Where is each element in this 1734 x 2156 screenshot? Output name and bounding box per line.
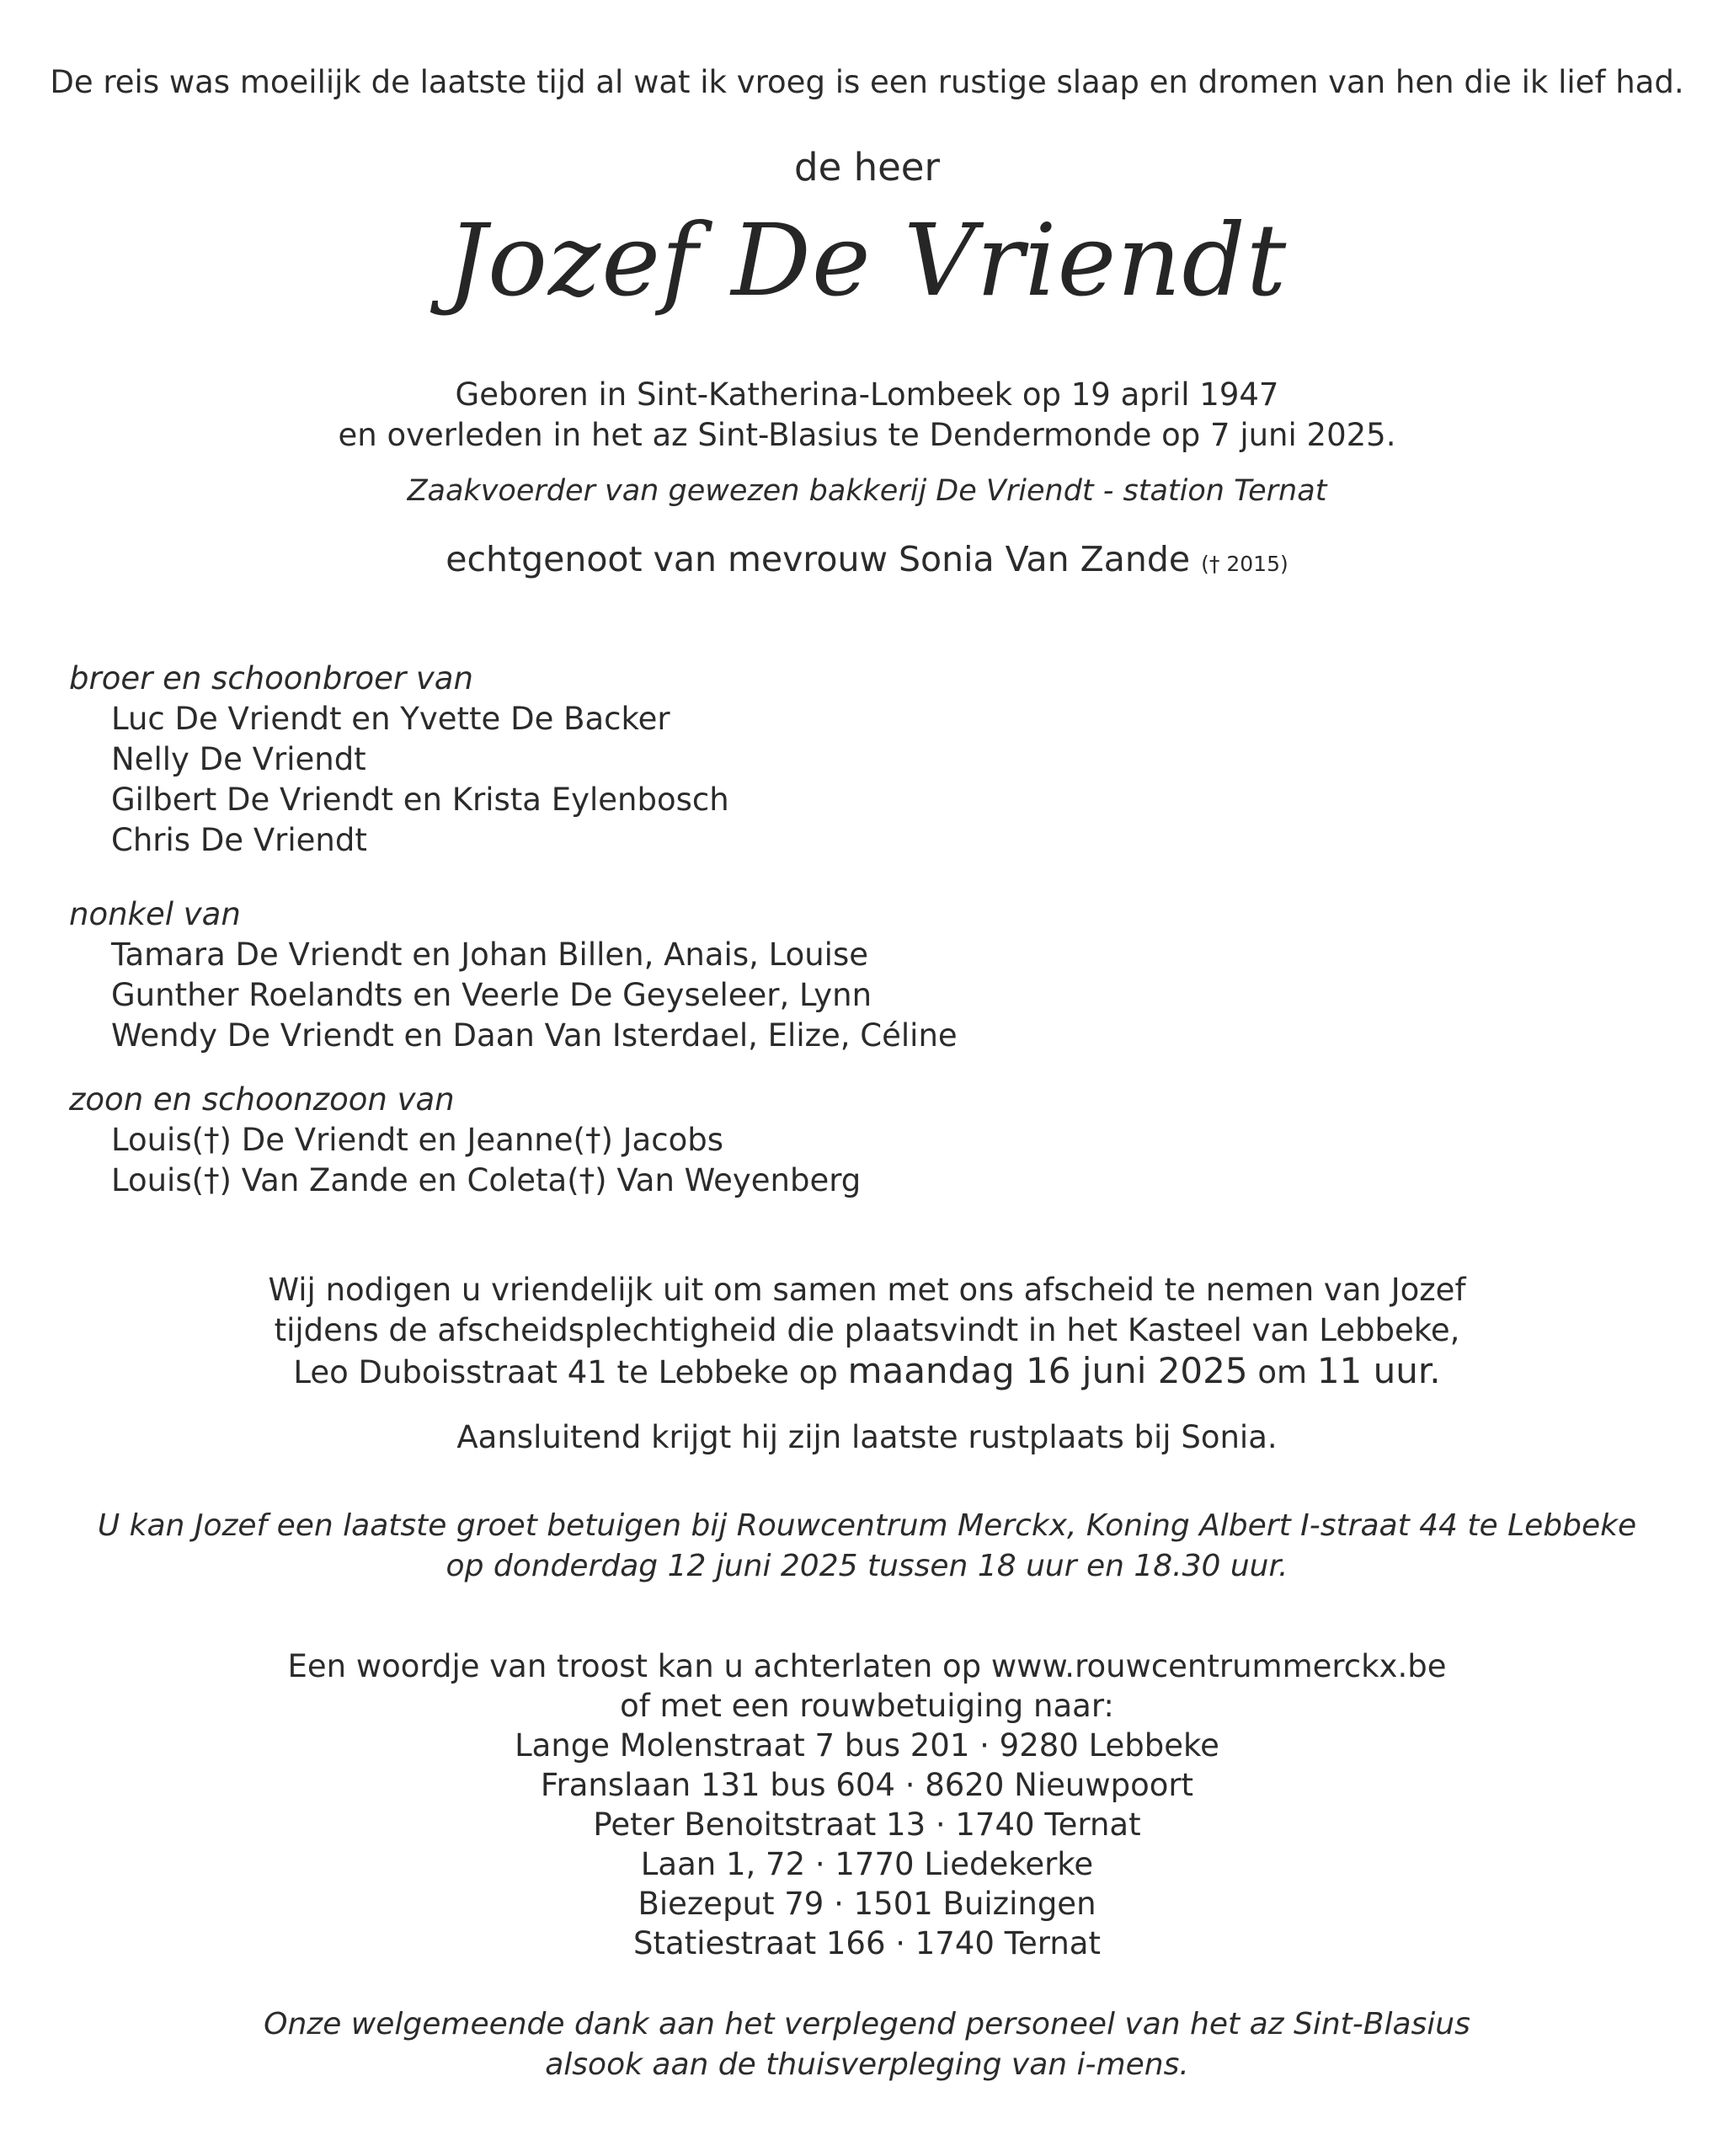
family-members [69,1120,861,1201]
occupation [0,474,1734,508]
title-prefix-text: de heer [794,145,940,189]
condolence-line-1: Een woordje van troost kan u achterlaten op www.rouwcentrummerckx.be [287,1648,1447,1684]
family-member: Wendy De Vriendt en Daan Van Isterdael, Elize, Céline [111,1017,958,1054]
condolence-address: Franslaan 131 bus 604 · 8620 Nieuwpoort [540,1767,1194,1803]
condolence-info [0,1646,1734,1963]
family-group-parents [69,1080,861,1201]
funeral-invitation [0,1270,1734,1393]
condolence-address: Statiestraat 166 · 1740 Ternat [633,1925,1101,1961]
condolence-address: Laan 1, 72 · 1770 Liedekerke [640,1846,1094,1882]
family-members [69,935,958,1056]
motto-text: De reis was moeilijk de laatste tijd al wat ik vroeg is een rustige slaap en dromen van hen die ik lief had. [50,64,1684,100]
deceased-name [0,202,1734,318]
spouse-note: († 2015) [1201,552,1288,576]
family-member: Nelly De Vriendt [111,741,366,777]
family-group-siblings [69,659,729,861]
thanks-line-1: Onze welgemeende dank aan het verplegend personeel van het az Sint-Blasius [264,2007,1470,2041]
family-members [69,699,729,861]
thanks-line-2: alsook aan de thuisverpleging van i-mens. [545,2047,1189,2082]
invitation-om: om [1257,1354,1308,1390]
family-member: Luc De Vriendt en Yvette De Backer [111,701,670,737]
spouse-line [0,539,1734,579]
motto [0,64,1734,100]
family-member: Chris De Vriendt [111,822,367,858]
family-heading: nonkel van [69,896,241,932]
funeral-time: 11 uur. [1316,1350,1441,1391]
visitation-info [0,1506,1734,1587]
thanks-note [0,2004,1734,2085]
visitation-line-2: op donderdag 12 juni 2025 tussen 18 uur en 18.30 uur. [446,1549,1288,1583]
family-member: Louis(†) Van Zande en Coleta(†) Van Weyenberg [111,1162,862,1198]
family-group-nieces-nephews [69,894,958,1056]
deceased-name-text: Jozef De Vriendt [446,202,1288,318]
visitation-line-1: U kan Jozef een laatste groet betuigen bij Rouwcentrum Merckx, Koning Albert I-straat 44 te Lebbeke [97,1508,1637,1543]
invitation-address: Leo Duboisstraat 41 te Lebbeke op [293,1354,838,1390]
family-heading: broer en schoonbroer van [69,660,473,696]
birth-death-info [0,375,1734,456]
family-member: Gunther Roelandts en Veerle De Geyseleer, Lynn [111,977,872,1013]
occupation-text: Zaakvoerder van gewezen bakkerij De Vriendt - station Ternat [407,474,1327,508]
invitation-line-3 [0,1351,1734,1393]
family-member: Gilbert De Vriendt en Krista Eylenbosch [111,782,729,818]
invitation-line-2: tijdens de afscheidsplechtigheid die plaatsvindt in het Kasteel van Lebbeke, [274,1312,1460,1348]
birth-line: Geboren in Sint-Katherina-Lombeek op 19 april 1947 [455,376,1279,413]
condolence-address: Peter Benoitstraat 13 · 1740 Ternat [593,1806,1141,1843]
title-prefix [0,145,1734,189]
condolence-line-2: of met een rouwbetuiging naar: [620,1688,1114,1724]
condolence-address: Lange Molenstraat 7 bus 201 · 9280 Lebbeke [515,1727,1219,1764]
spouse-text: echtgenoot van mevrouw Sonia Van Zande [446,539,1191,579]
spouse-info [0,539,1734,579]
funeral-date: maandag 16 juni 2025 [847,1350,1248,1391]
family-heading: zoon en schoonzoon van [69,1081,455,1118]
death-line: en overleden in het az Sint-Blasius te Dendermonde op 7 juni 2025. [338,417,1396,453]
burial-text: Aansluitend krijgt hij zijn laatste rustplaats bij Sonia. [456,1419,1278,1455]
invitation-line-1: Wij nodigen u vriendelijk uit om samen met ons afscheid te nemen van Jozef [268,1272,1466,1308]
burial-info [0,1419,1734,1455]
family-member: Louis(†) De Vriendt en Jeanne(†) Jacobs [111,1122,723,1158]
condolence-address: Biezeput 79 · 1501 Buizingen [638,1886,1096,1922]
family-member: Tamara De Vriendt en Johan Billen, Anais, Louise [111,937,869,973]
